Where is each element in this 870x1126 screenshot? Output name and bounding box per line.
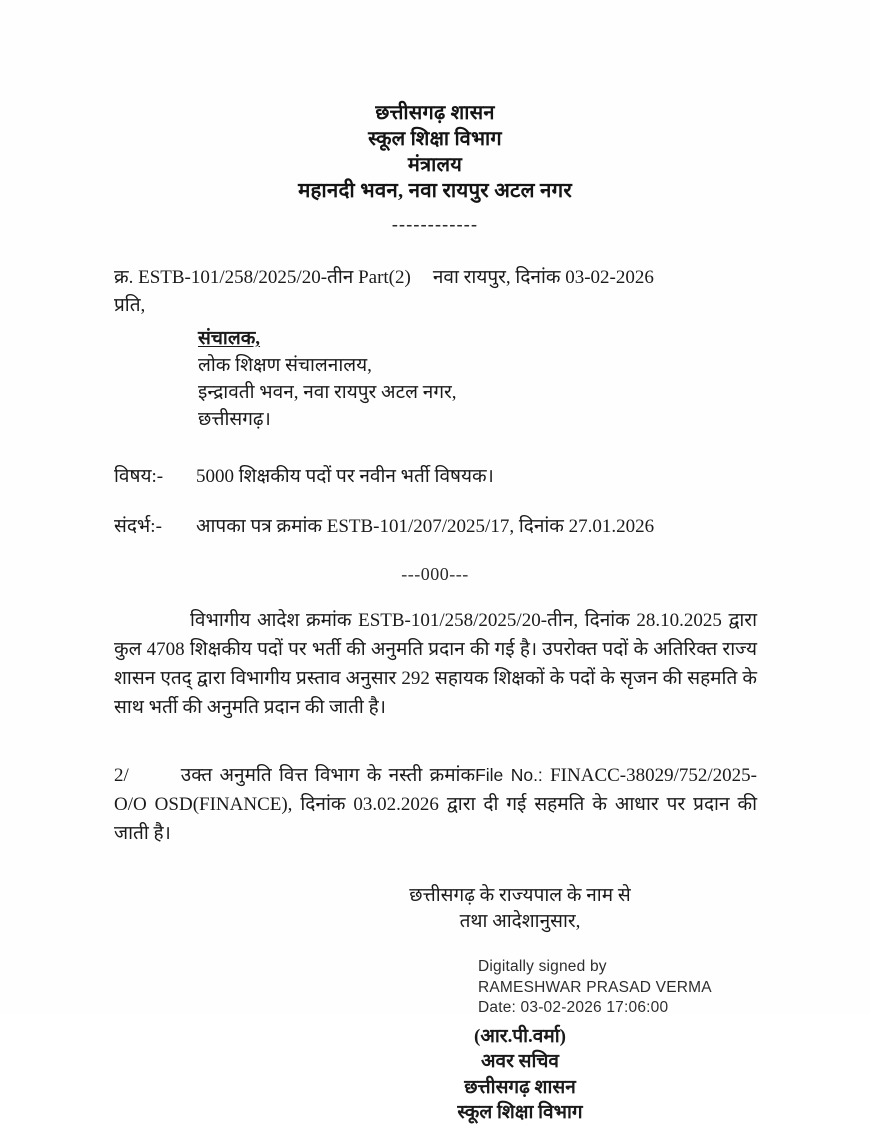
addressee-address: इन्द्रावती भवन, नवा रायपुर अटल नगर, [198, 381, 457, 403]
signatory-designation: अवर सचिव [481, 1051, 559, 1073]
letterhead-line-government: छत्तीसगढ़ शासन [375, 102, 495, 124]
closing-block [0, 883, 870, 935]
body-paragraph-2 [0, 762, 870, 849]
subject-value: 5000 शिक्षकीय पदों पर नवीन भर्ती विषयक। [196, 465, 494, 487]
paragraph-2-file-label: File No.: [475, 765, 543, 786]
closing-line-order: तथा आदेशानुसार, [459, 911, 581, 933]
reference-number: क्र. ESTB-101/258/2025/20-तीन Part(2) [114, 267, 411, 289]
reference-row [0, 263, 870, 289]
digital-signature-stamp [0, 957, 870, 1017]
addressee-designation: संचालक, [198, 328, 261, 350]
closing-line-governor: छत्तीसगढ़ के राज्यपाल के नाम से [409, 885, 631, 907]
signatory-government: छत्तीसगढ़ शासन [464, 1076, 576, 1098]
addressee-block [0, 326, 870, 434]
to-label: प्रति, [114, 295, 146, 317]
letterhead-line-department: स्कूल शिक्षा विभाग [368, 128, 502, 150]
addressee-state: छत्तीसगढ़। [198, 408, 271, 430]
subject-label: विषय:- [114, 465, 164, 487]
letterhead-line-secretariat: मंत्रालय [407, 154, 463, 176]
paragraph-2-text-part1: उक्त अनुमति वित्त विभाग के नस्ती क्रमांक [180, 765, 476, 787]
letterhead-line-address: महानदी भवन, नवा रायपुर अटल नगर [298, 180, 572, 202]
signatory-block [0, 1024, 870, 1126]
reference-letter-value: आपका पत्र क्रमांक ESTB-101/207/2025/17, दिनांक 27.01.2026 [196, 515, 655, 537]
reference-letter-row [0, 512, 870, 538]
reference-place-date: नवा रायपुर, दिनांक 03-02-2026 [432, 267, 654, 289]
letterhead [0, 0, 870, 236]
signatory-name: (आर.पी.वर्मा) [474, 1025, 566, 1047]
digital-signature-name: RAMESHWAR PRASAD VERMA [478, 978, 712, 996]
reference-letter-label: संदर्भ:- [114, 515, 162, 537]
signatory-department: स्कूल शिक्षा विभाग [457, 1102, 583, 1124]
section-divider: ---000--- [401, 563, 469, 584]
letterhead-separator: ------------ [391, 213, 479, 234]
digital-signature-date: Date: 03-02-2026 17:06:00 [478, 998, 669, 1016]
addressee-office: लोक शिक्षण संचालनालय, [198, 355, 372, 376]
body-paragraph-1: विभागीय आदेश क्रमांक ESTB-101/258/2025/20-तीन, दिनांक 28.10.2025 द्वारा कुल 4708 शिक्षकीय पदों पर भर्ती की अनुमति प्रदान की गई है। उपरोक्त पदों के अतिरिक्त राज्य शासन एतद् द्वारा विभागीय प्रस्ताव अनुसार 292 सहायक शिक्षकों के पदों के सृजन की सहमति के साथ भर्ती की अनुमति प्रदान की जाती है। [114, 609, 757, 718]
paragraph-2-text-part2: FINACC-38029/752/2025-O/O OSD(FINANCE), दिनांक 03.02.2026 द्वारा दी गई सहमति के आधार पर प्रदान की जाती है। [114, 765, 758, 845]
paragraph-2-number: 2/ [114, 765, 129, 787]
subject-row [0, 462, 870, 488]
digital-signature-label: Digitally signed by [478, 958, 607, 976]
